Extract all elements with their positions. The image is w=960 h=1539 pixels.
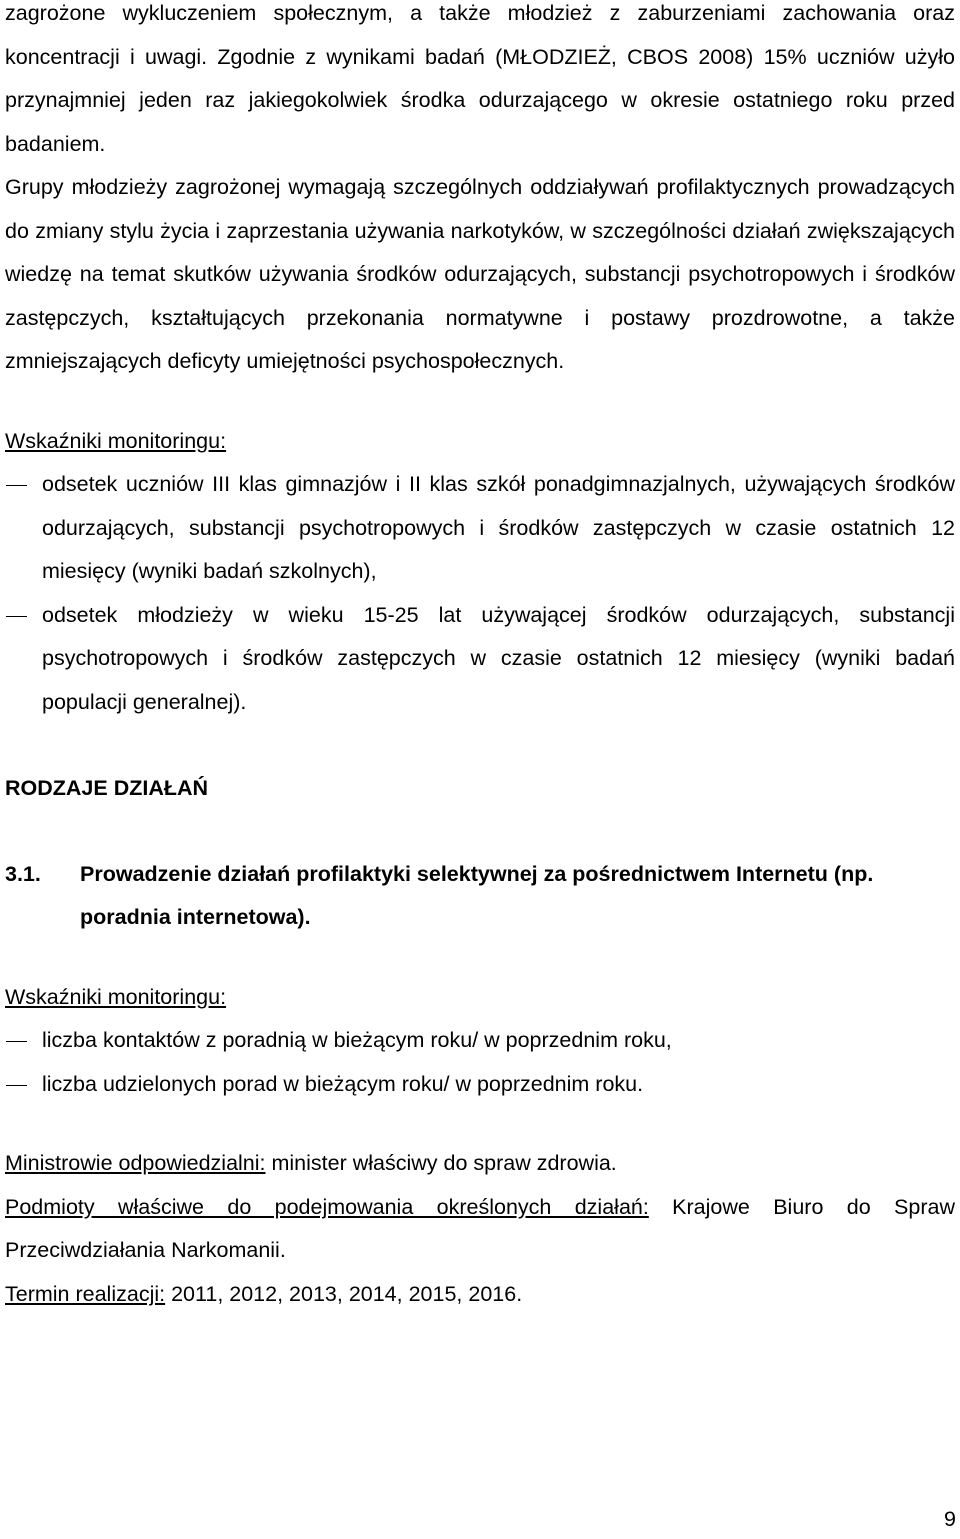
ministers-value: minister właściwy do spraw zdrowia.: [265, 1151, 617, 1175]
list-item: [5, 463, 955, 594]
ministers-label: Ministrowie odpowiedzialni:: [5, 1151, 266, 1175]
subsection-heading: [5, 853, 955, 940]
entities-line: [5, 1186, 955, 1273]
list-item-text: liczba udzielonych porad w bieżącym roku/ w poprzednim roku.: [42, 1071, 644, 1096]
list-item: [5, 594, 955, 725]
entities-label: Podmioty właściwe do podejmowania określonych działań:: [5, 1194, 649, 1219]
monitoring-indicators-label-1: [5, 420, 955, 464]
monitoring-indicators-list-2: [5, 1019, 955, 1106]
monitoring-label-text: Wskaźniki monitoringu:: [5, 984, 227, 1009]
page-number: 9: [944, 1507, 956, 1531]
monitoring-label-text: Wskaźniki monitoringu:: [5, 428, 227, 453]
subsection-number: 3.1.: [5, 861, 41, 886]
deadline-value: 2011, 2012, 2013, 2014, 2015, 2016.: [165, 1281, 523, 1306]
section-title: RODZAJE DZIAŁAŃ: [5, 776, 209, 800]
deadline-label: Termin realizacji:: [5, 1281, 166, 1306]
list-item-text: odsetek młodzieży w wieku 15-25 lat używającej środków odurzających, substancji psychotropowych i środków zastępczych w czasie ostatnich 12 miesięcy (wyniki badań populacji generalnej).: [42, 602, 955, 714]
document-page: [5, 0, 955, 1316]
list-item-text: odsetek uczniów III klas gimnazjów i II klas szkół ponadgimnazjalnych, używających środków odurzających, substancji psychotropowych i środków zastępczych w czasie ostatnich 12 miesięcy (wyniki badań szkolnych),: [42, 472, 955, 583]
list-item: [5, 1019, 955, 1063]
list-item-text: liczba kontaktów z poradnią w bieżącym roku/ w poprzednim roku,: [42, 1028, 672, 1052]
monitoring-indicators-list-1: [5, 463, 955, 724]
list-item: [5, 1063, 955, 1107]
entities-value: Krajowe Biuro do Spraw Przeciwdziałania Narkomanii.: [5, 1194, 955, 1262]
deadline-line: [5, 1273, 955, 1317]
intro-paragraph-continued: zagrożone wykluczeniem społecznym, a także młodzież z zaburzeniami zachowania oraz koncentracji i uwagi. Zgodnie z wynikami badań (MŁODZIEŻ, CBOS 2008) 15% uczniów użyło przynajmniej jeden raz jakiegokolwiek środka odurzającego w okresie ostatniego roku przed badaniem.: [5, 1, 955, 156]
intro-paragraph-youth-groups: Grupy młodzieży zagrożonej wymagają szczególnych oddziaływań profilaktycznych prowadzących do zmiany stylu życia i zaprzestania używania narkotyków, w szczególności działań zwiększających wiedzę na temat skutków używania środków odurzających, substancji psychotropowych i środków zastępczych, kształtujących przekonania normatywne i postawy prozdrowotne, a także zmniejszających deficyty umiejętności psychospołecznych.: [5, 175, 955, 373]
ministers-line: [5, 1142, 955, 1186]
monitoring-indicators-label-2: [5, 976, 955, 1020]
subsection-title: Prowadzenie działań profilaktyki selektywnej za pośrednictwem Internetu (np. poradnia internetowa).: [80, 861, 874, 929]
